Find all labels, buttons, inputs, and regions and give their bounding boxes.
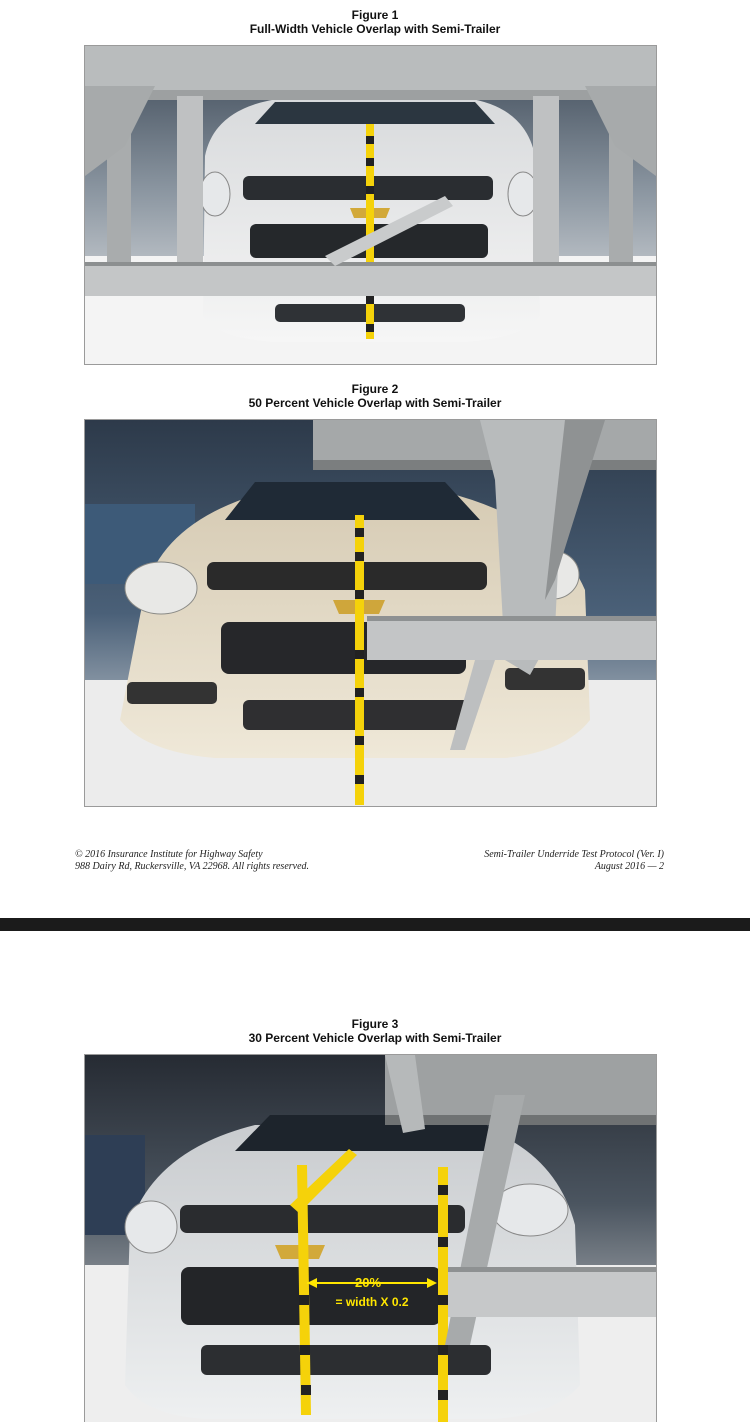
figure-2-photo [84, 419, 657, 807]
figure-3-number: Figure 3 [351, 1017, 399, 1031]
footer-copyright: © 2016 Insurance Institute for Highway Safety [75, 849, 263, 860]
figure-1-photo [84, 45, 657, 365]
figure-3-caption [0, 1017, 750, 1045]
document-page-2 [0, 931, 750, 1422]
figure-3-title: 30 Percent Vehicle Overlap with Semi-Trailer [248, 1031, 502, 1045]
page-divider [0, 918, 750, 931]
figure-2-caption [0, 382, 750, 410]
footer-protocol: Semi-Trailer Underride Test Protocol (Ver. I) [484, 849, 664, 860]
figure-1-title: Full-Width Vehicle Overlap with Semi-Trailer [249, 22, 501, 36]
footer-date-page: August 2016 — 2 [594, 861, 664, 872]
footer-address: 988 Dairy Rd, Ruckersville, VA 22968. All rights reserved. [75, 861, 310, 872]
figure-2-number: Figure 2 [351, 382, 399, 396]
footer-left [75, 849, 309, 873]
annotation-formula: = width X 0.2 [335, 1295, 409, 1309]
footer-right [484, 849, 664, 873]
figure-1-number: Figure 1 [351, 8, 399, 22]
figure-1-caption [0, 8, 750, 36]
annotation-percent: 20% [354, 1275, 382, 1290]
figure-3-photo [84, 1054, 657, 1422]
figure-2-title: 50 Percent Vehicle Overlap with Semi-Trailer [248, 396, 502, 410]
